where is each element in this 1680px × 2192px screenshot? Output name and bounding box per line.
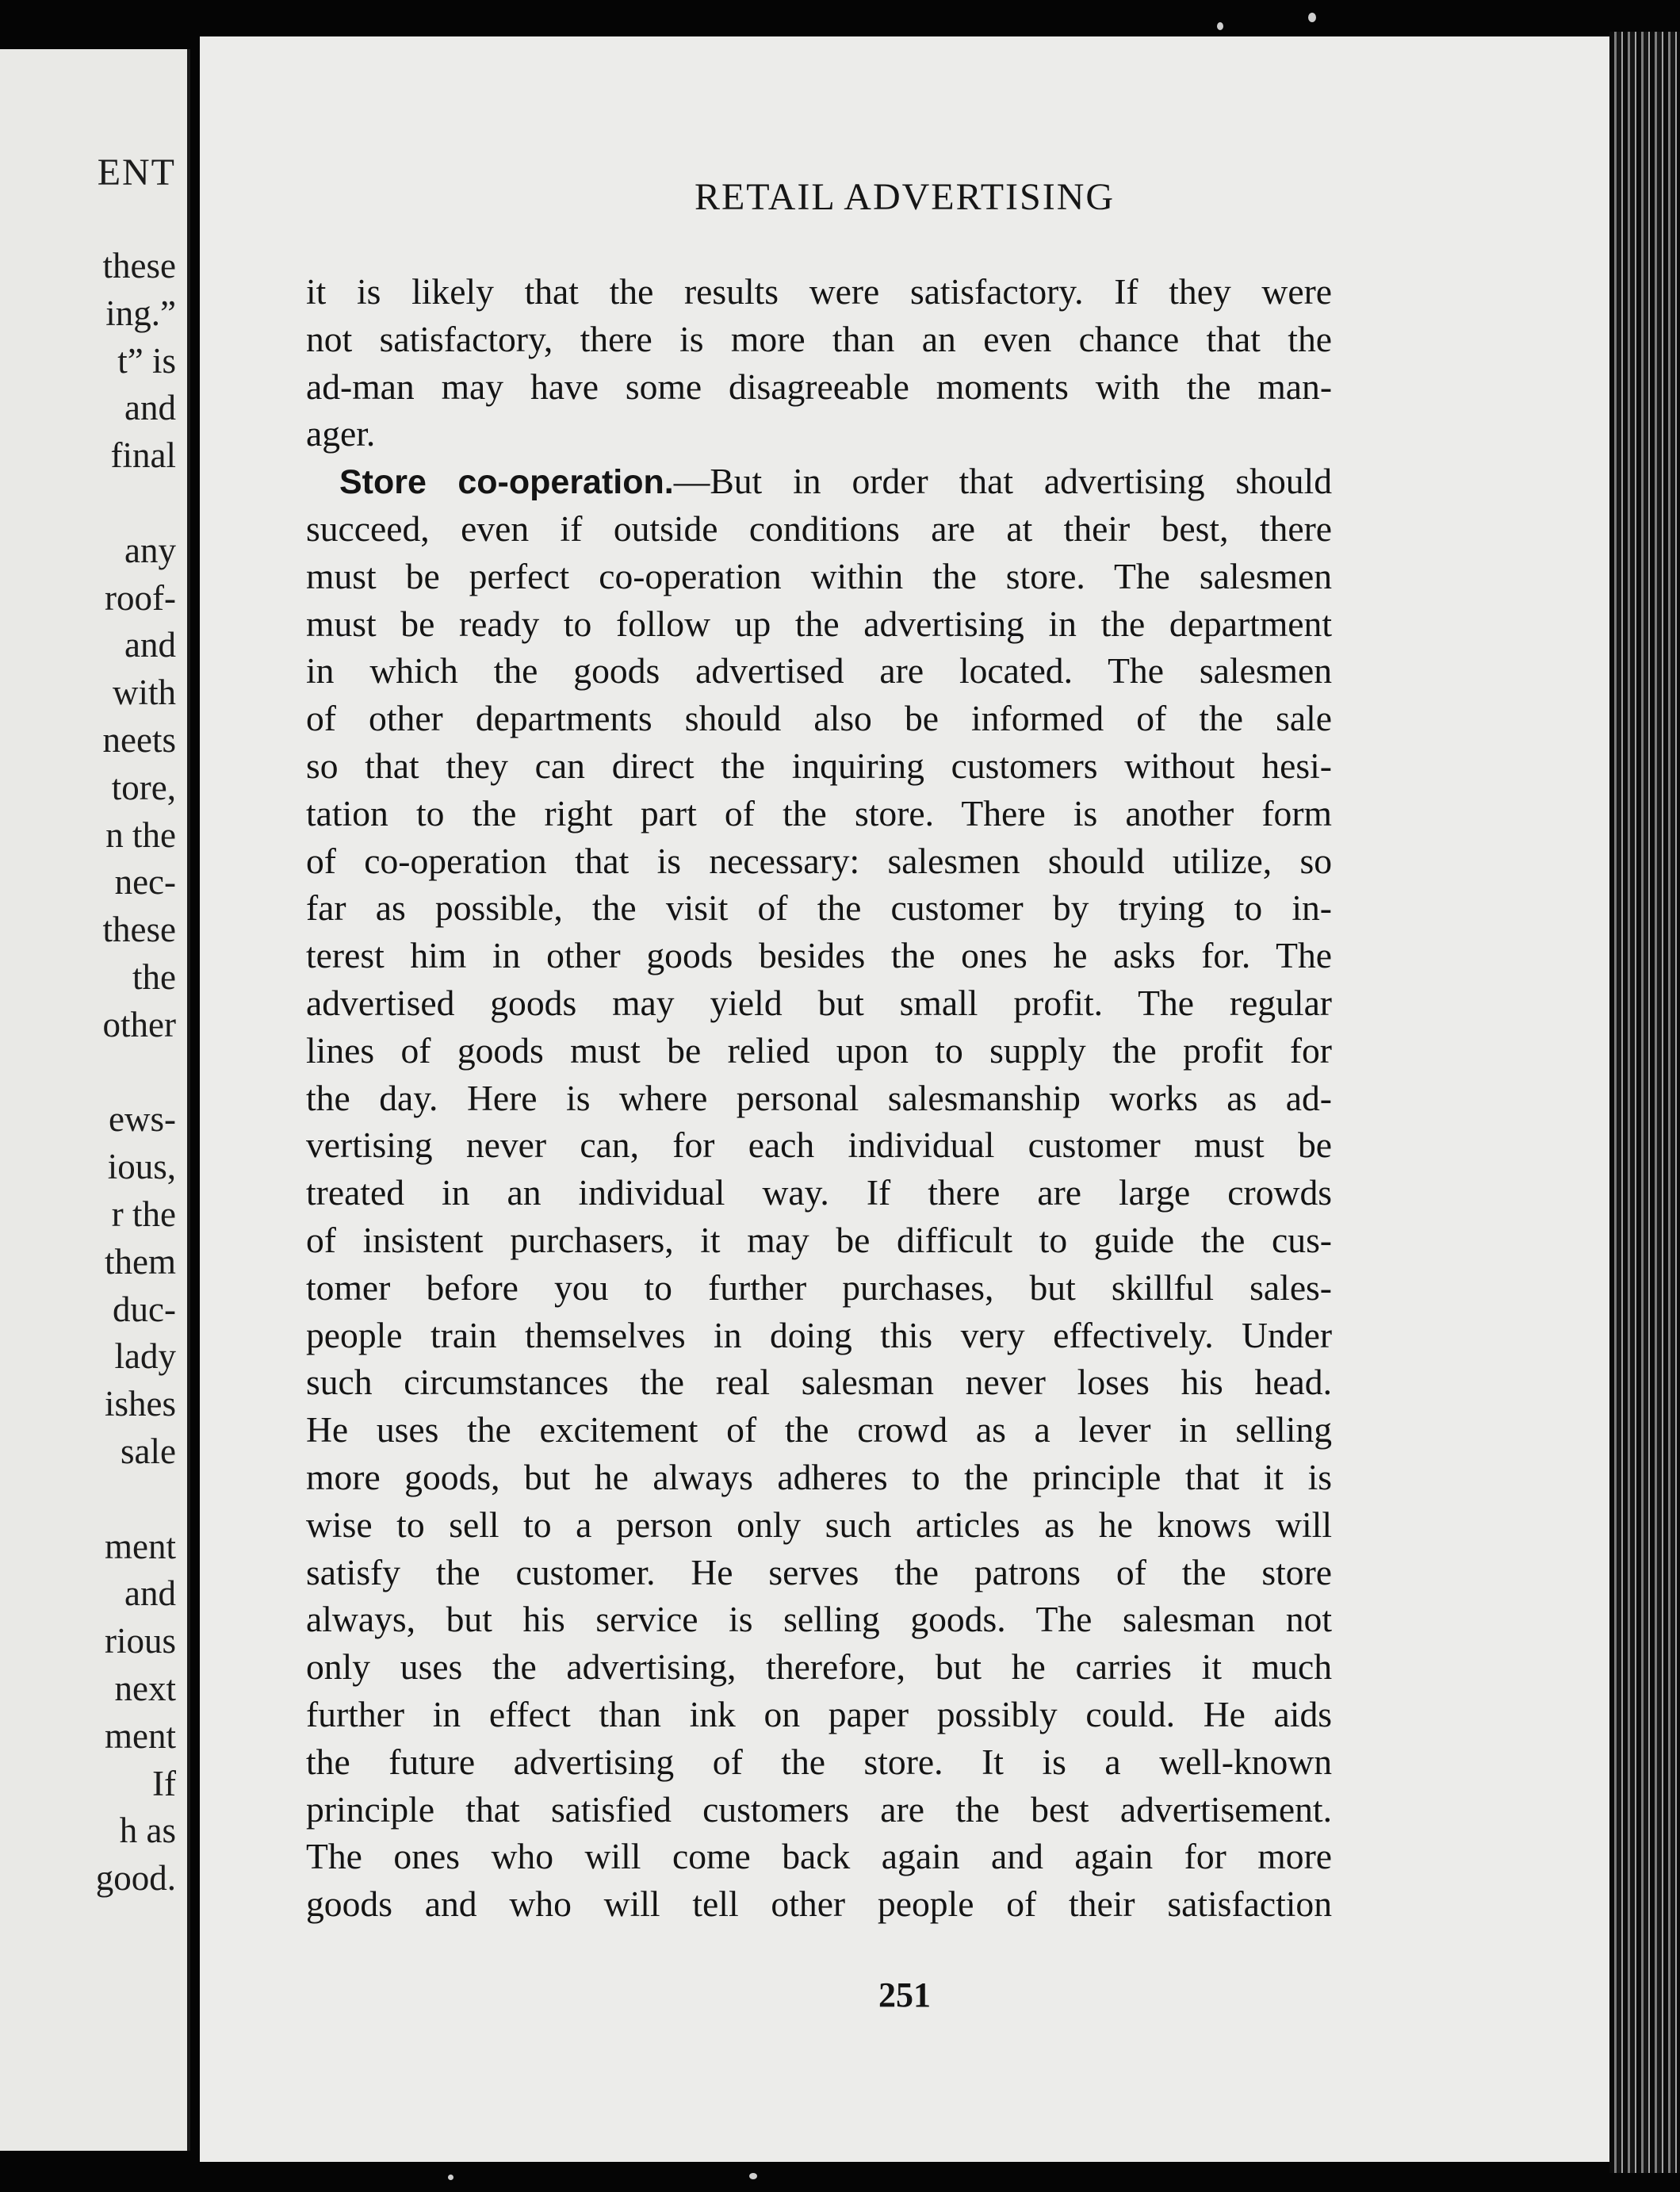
text-line: satisfy the customer. He serves the patrons of the store	[306, 1551, 1332, 1592]
left-page-line: these	[102, 910, 176, 950]
left-page-line: any	[124, 530, 176, 570]
left-page-line: n the	[105, 814, 176, 855]
text-line: of insistent purchasers, it may be difficult to guide the cus-	[306, 1219, 1332, 1260]
text-line: vertising never can, for each individual customer must be	[306, 1125, 1332, 1166]
book-binding-edge	[1609, 32, 1680, 2173]
page-number: 251	[878, 1975, 931, 2014]
text-line: ager.	[306, 413, 376, 454]
text-line: such circumstances the real salesman never loses his head.	[306, 1362, 1332, 1403]
scan-speck	[749, 2173, 757, 2179]
left-page-line: ing.”	[105, 293, 176, 333]
left-page-line: the	[132, 957, 176, 997]
text-line: wise to sell to a person only such articles as he knows will	[306, 1504, 1332, 1545]
left-page-line: h as	[119, 1811, 176, 1851]
text-line: of co-operation that is necessary: salesmen should utilize, so	[306, 840, 1332, 881]
text-line: in which the goods advertised are located. The salesmen	[306, 650, 1332, 692]
text-line: terest him in other goods besides the ones he asks for. The	[306, 935, 1332, 976]
text-line: ad-man may have some disagreeable moments with the man-	[306, 366, 1332, 407]
left-page-line: tore,	[111, 767, 176, 807]
text-line: so that they can direct the inquiring customers without hesi-	[306, 745, 1332, 786]
running-head: RETAIL ADVERTISING	[694, 176, 1116, 218]
left-page-running-head: ENT	[97, 151, 176, 194]
left-page-line: other	[102, 1004, 176, 1044]
left-page-line: rious	[105, 1621, 176, 1661]
left-page-line: good.	[95, 1858, 176, 1899]
text-line: far as possible, the visit of the customer by trying to in-	[306, 887, 1332, 929]
text-line: tomer before you to further purchases, but skillful sales-	[306, 1267, 1332, 1308]
text-line: tation to the right part of the store. There is another form	[306, 792, 1332, 833]
left-page-line: and	[124, 1573, 176, 1614]
left-facing-page	[0, 49, 190, 2151]
left-page-line: r the	[111, 1194, 176, 1234]
left-page-line: roof-	[105, 577, 176, 618]
left-page-line: ment	[105, 1526, 176, 1566]
text-line: the day. Here is where personal salesmanship works as ad-	[306, 1077, 1332, 1118]
text-line: treated in an individual way. If there are large crowds	[306, 1172, 1332, 1213]
text-line: always, but his service is selling goods. The salesman not	[306, 1599, 1332, 1640]
book-page	[200, 36, 1609, 2162]
text-line: must be perfect co-operation within the store. The salesmen	[306, 555, 1332, 596]
left-page-line: with	[112, 673, 176, 713]
left-page-line: nec-	[114, 862, 176, 902]
left-page-line: them	[105, 1241, 176, 1282]
left-page-line: If	[152, 1763, 176, 1803]
text-line: succeed, even if outside conditions are at their best, there	[306, 508, 1332, 549]
text-line: not satisfactory, there is more than an even chance that the	[306, 318, 1332, 359]
sidehead: Store co-operation.	[339, 463, 674, 502]
left-page-line: next	[114, 1669, 176, 1708]
paragraph-first-line	[306, 458, 1332, 505]
scan-speck	[1217, 22, 1223, 30]
text-line: principle that satisfied customers are the best advertisement.	[306, 1788, 1332, 1830]
left-page-line: these	[102, 246, 176, 285]
text-line: lines of goods must be relied upon to supply the profit for	[306, 1029, 1332, 1071]
body-text	[306, 268, 1332, 1928]
text-line: He uses the excitement of the crowd as a lever in selling	[306, 1409, 1332, 1450]
text-line: of other departments should also be informed of the sale	[306, 698, 1332, 739]
text-line: the future advertising of the store. It is a well-known	[306, 1741, 1332, 1782]
text-line: The ones who will come back again and again for more	[306, 1836, 1332, 1877]
left-page-line: ious,	[107, 1147, 176, 1187]
left-page-line: lady	[114, 1336, 176, 1377]
scan-speck	[448, 2175, 453, 2180]
text-line: goods and who will tell other people of their satisfaction	[306, 1884, 1332, 1925]
text-line: people train themselves in doing this very effectively. Under	[306, 1314, 1332, 1355]
left-page-line: neets	[102, 720, 176, 760]
text-line: advertised goods may yield but small profit. The regular	[306, 982, 1332, 1023]
left-page-line: ment	[105, 1715, 176, 1756]
scan-speck	[1308, 13, 1316, 22]
text-line-rest: —But in order that advertising should	[673, 461, 1333, 502]
text-line: it is likely that the results were satisfactory. If they were	[306, 271, 1332, 312]
left-page-line: sale	[121, 1431, 176, 1471]
left-page-line: and	[124, 625, 176, 665]
text-line: further in effect than ink on paper possibly could. He aids	[306, 1693, 1332, 1734]
text-line: more goods, but he always adheres to the principle that it is	[306, 1456, 1332, 1497]
text-line: must be ready to follow up the advertising in the department	[306, 603, 1332, 644]
left-page-line: final	[110, 435, 176, 476]
text-line: only uses the advertising, therefore, but he carries it much	[306, 1646, 1332, 1688]
left-page-line: t” is	[117, 340, 176, 381]
left-page-line: and	[124, 388, 176, 428]
left-page-line: ishes	[105, 1384, 176, 1424]
left-page-line: ews-	[109, 1099, 176, 1140]
left-page-line: duc-	[113, 1289, 176, 1329]
